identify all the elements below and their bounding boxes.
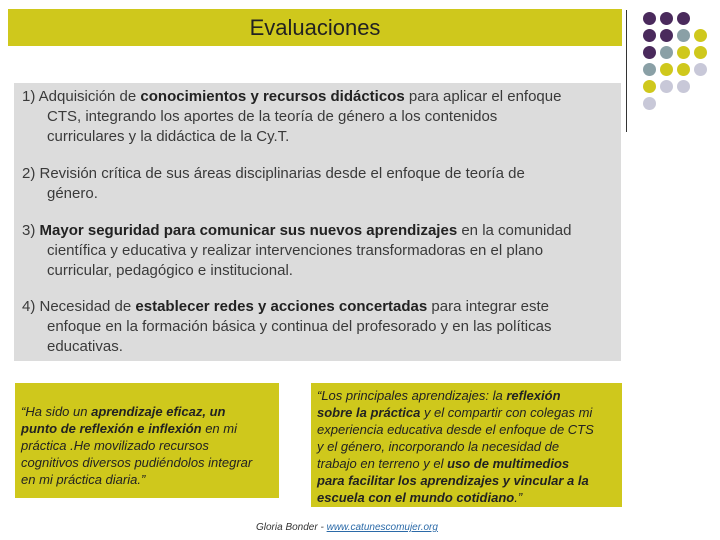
decorative-dot bbox=[660, 80, 673, 93]
list-item: 2) Revisión crítica de sus áreas disciplinarias desde el enfoque de teoría de género. bbox=[22, 165, 525, 202]
decorative-dot bbox=[677, 29, 690, 42]
decorative-dot bbox=[643, 12, 656, 25]
list-item: 3) Mayor seguridad para comunicar sus nuevos aprendizajes en la comunidad científica y educativa y realizar intervenciones transformadoras en el plano curricular, pedagógico e institucional. bbox=[22, 222, 572, 279]
decorative-dot bbox=[677, 63, 690, 76]
list-item: 1) Adquisición de conocimientos y recursos didácticos para aplicar el enfoque CTS, integrando los aportes de la teoría de género a los contenidos curriculares y la didáctica de la Cy.T. bbox=[22, 88, 562, 145]
decorative-dot bbox=[694, 46, 707, 59]
decorative-dot bbox=[643, 80, 656, 93]
quote-left: “Ha sido un aprendizaje eficaz, un punto de reflexión e inflexión en mi práctica .He movilizado recursos cognitivos diversos pudiéndolos integrar en mi práctica diaria.” bbox=[15, 383, 279, 498]
decorative-dot bbox=[643, 46, 656, 59]
decorative-dot bbox=[694, 63, 707, 76]
decorative-dot bbox=[660, 46, 673, 59]
decorative-dot bbox=[694, 29, 707, 42]
decorative-dot bbox=[660, 12, 673, 25]
footer-link[interactable]: www.catunescomujer.org bbox=[326, 522, 438, 533]
title-bar bbox=[8, 9, 622, 46]
evaluation-list bbox=[14, 83, 621, 361]
decorative-dot bbox=[643, 97, 656, 110]
decorative-dot bbox=[643, 29, 656, 42]
decorative-dot bbox=[643, 63, 656, 76]
quote-right: “Los principales aprendizajes: la reflexión sobre la práctica y el compartir con colegas mi experiencia educativa desde el enfoque de CTS y el género, incorporando la necesidad de trabajo en terreno y el uso de multimedios para facilitar los aprendizajes y vincular a la escuela con el mundo cotidiano.” bbox=[311, 383, 622, 507]
decorative-dot bbox=[677, 46, 690, 59]
page-title: Evaluaciones bbox=[249, 15, 381, 40]
list-item: 4) Necesidad de establecer redes y acciones concertadas para integrar este enfoque en la formación básica y continua del profesorado y en las políticas educativas. bbox=[22, 298, 552, 355]
decorative-dot bbox=[660, 63, 673, 76]
divider-line bbox=[626, 10, 627, 132]
footer-credit: Gloria Bonder - www.catunescomujer.org bbox=[256, 522, 438, 533]
decorative-dot bbox=[677, 80, 690, 93]
decorative-dot bbox=[677, 12, 690, 25]
decorative-dot bbox=[660, 29, 673, 42]
